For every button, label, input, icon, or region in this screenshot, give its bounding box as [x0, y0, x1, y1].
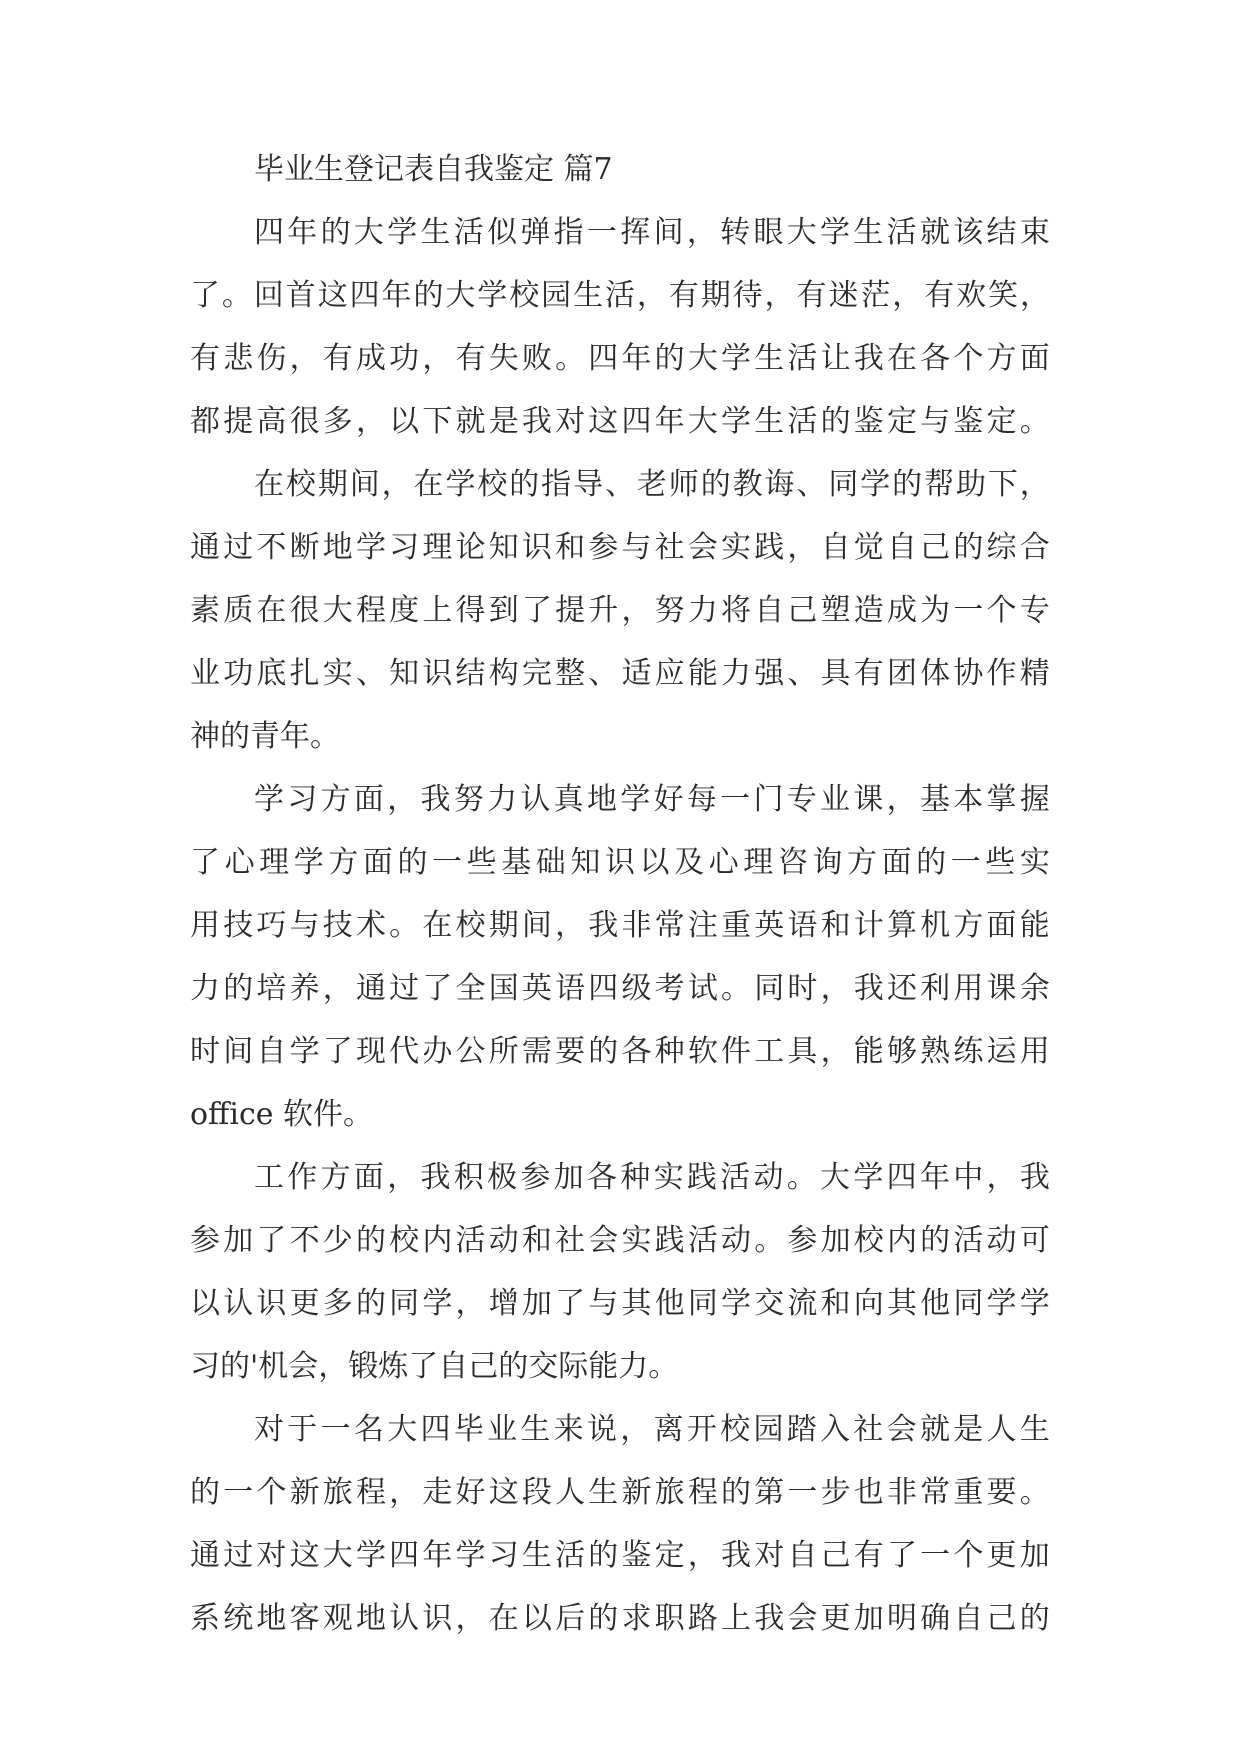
paragraph-5 — [190, 1398, 1050, 1650]
paragraph-line: 对 于 一 名 大 四 毕 业 生 来 说 ， 离 开 校 园 踏 入 社 会 就 是 人 生 — [254, 1412, 1050, 1447]
paragraph-3 — [190, 768, 1050, 1146]
document-title: 毕业生登记表自我鉴定 篇7 — [254, 152, 613, 187]
paragraph-4 — [190, 1146, 1050, 1398]
paragraph-line: 系 统 地 客 观 地 认 识 ， 在 以 后 的 求 职 路 上 我 会 更 加 明 确 自 己 的 — [190, 1601, 1050, 1636]
paragraph-line: 都 提 高 很 多 ， 以 下 就 是 我 对 这 四 年 大 学 生 活 的 鉴 定 与 鉴 定 。 — [190, 404, 1050, 439]
paragraph-line: 以 认 识 更 多 的 同 学 ， 增 加 了 与 其 他 同 学 交 流 和 向 其 他 同 学 学 — [190, 1286, 1050, 1321]
paragraph-line: 的 一 个 新 旅 程 ， 走 好 这 段 人 生 新 旅 程 的 第 一 步 也 非 常 重 要 。 — [190, 1475, 1050, 1510]
paragraph-line: 了 心 理 学 方 面 的 一 些 基 础 知 识 以 及 心 理 咨 询 方 面 的 一 些 实 — [190, 845, 1050, 880]
paragraph-line: 神的青年。 — [190, 719, 340, 754]
paragraph-line: 在 校 期 间 ， 在 学 校 的 指 导 、 老 师 的 教 诲 、 同 学 的 帮 助 下 ， — [254, 467, 1050, 502]
paragraph-line: 素 质 在 很 大 程 度 上 得 到 了 提 升 ， 努 力 将 自 己 塑 造 成 为 一 个 专 — [190, 593, 1050, 628]
document-page — [190, 138, 1050, 1650]
paragraph-2 — [190, 453, 1050, 768]
paragraph-line: 工 作 方 面 ， 我 积 极 参 加 各 种 实 践 活 动 。 大 学 四 年 中 ， 我 — [254, 1160, 1050, 1195]
paragraph-line: 力 的 培 养 ， 通 过 了 全 国 英 语 四 级 考 试 。 同 时 ， 我 还 利 用 课 余 — [190, 971, 1050, 1006]
paragraph-line: 业 功 底 扎 实 、 知 识 结 构 完 整 、 适 应 能 力 强 、 具 有 团 体 协 作 精 — [190, 656, 1050, 691]
paragraph-line: 四 年 的 大 学 生 活 似 弹 指 一 挥 间 ， 转 眼 大 学 生 活 就 该 结 束 — [254, 215, 1050, 250]
paragraph-line: 用 技 巧 与 技 术 。 在 校 期 间 ， 我 非 常 注 重 英 语 和 计 算 机 方 面 能 — [190, 908, 1050, 943]
paragraph-line: 有 悲 伤 ， 有 成 功 ， 有 失 败 。 四 年 的 大 学 生 活 让 我 在 各 个 方 面 — [190, 341, 1050, 376]
paragraph-line: 通 过 不 断 地 学 习 理 论 知 识 和 参 与 社 会 实 践 ， 自 觉 自 己 的 综 合 — [190, 530, 1050, 565]
paragraph-line: 了 。 回 首 这 四 年 的 大 学 校 园 生 活 ， 有 期 待 ， 有 迷 茫 ， 有 欢 笑 ， — [190, 278, 1050, 313]
paragraph-line: 时 间 自 学 了 现 代 办 公 所 需 要 的 各 种 软 件 工 具 ， 能 够 熟 练 运 用 — [190, 1034, 1050, 1069]
paragraph-line: 学 习 方 面 ， 我 努 力 认 真 地 学 好 每 一 门 专 业 课 ， 基 本 掌 握 — [254, 782, 1050, 817]
paragraph-line: office 软件。 — [190, 1097, 374, 1132]
paragraph-line: 参 加 了 不 少 的 校 内 活 动 和 社 会 实 践 活 动 。 参 加 校 内 的 活 动 可 — [190, 1223, 1050, 1258]
paragraph-line: 通 过 对 这 大 学 四 年 学 习 生 活 的 鉴 定 ， 我 对 自 己 有 了 一 个 更 加 — [190, 1538, 1050, 1573]
paragraph-line: 习的'机会，锻炼了自己的交际能力。 — [190, 1349, 679, 1384]
paragraph-1 — [190, 201, 1050, 453]
